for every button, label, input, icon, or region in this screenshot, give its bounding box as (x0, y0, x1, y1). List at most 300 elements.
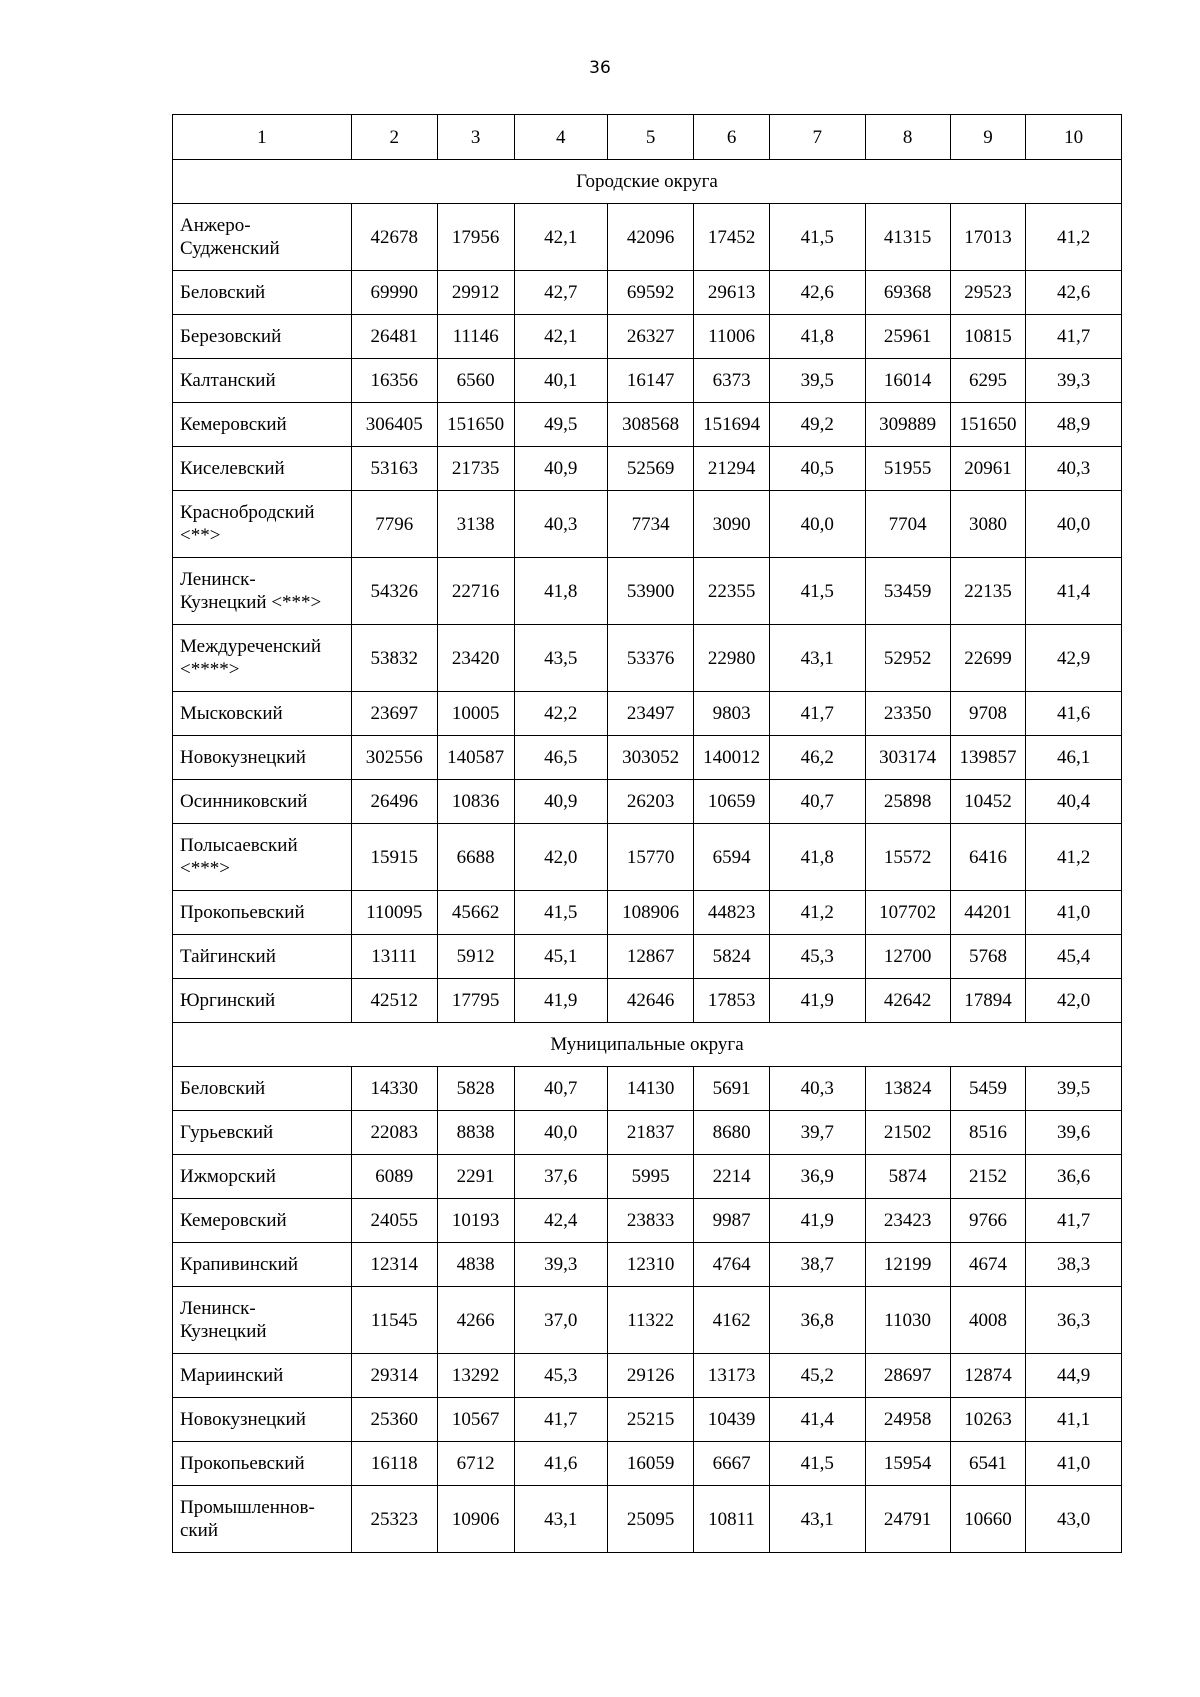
table-cell: 303052 (608, 736, 694, 780)
table-cell: 2152 (950, 1155, 1026, 1199)
table-cell: 6295 (950, 359, 1026, 403)
table-cell: 51955 (865, 447, 950, 491)
row-name-line: <**> (180, 525, 221, 546)
table-cell: 302556 (351, 736, 437, 780)
table-cell: 15770 (608, 824, 694, 891)
row-name (173, 1442, 352, 1486)
header-row (173, 115, 1122, 160)
table-cell: 110095 (351, 891, 437, 935)
table-cell: 12314 (351, 1243, 437, 1287)
table-cell: 5828 (437, 1067, 514, 1111)
table-cell: 40,9 (514, 447, 608, 491)
table-cell: 12700 (865, 935, 950, 979)
table-cell: 49,2 (769, 403, 865, 447)
table-cell: 42,6 (769, 271, 865, 315)
table-row (173, 1354, 1122, 1398)
table-cell: 11146 (437, 315, 514, 359)
table-cell: 39,3 (1026, 359, 1122, 403)
table-cell: 25215 (608, 1398, 694, 1442)
table-row (173, 1486, 1122, 1553)
table-cell: 8680 (694, 1111, 770, 1155)
table-cell: 41,8 (769, 824, 865, 891)
table-cell: 10811 (694, 1486, 770, 1553)
table-row (173, 625, 1122, 692)
column-header: 9 (950, 115, 1026, 160)
table-cell: 69990 (351, 271, 437, 315)
data-table (172, 114, 1122, 1553)
section-title: Муниципальные округа (173, 1023, 1122, 1067)
table-cell: 25323 (351, 1486, 437, 1553)
table-cell: 14330 (351, 1067, 437, 1111)
table-cell: 41,1 (1026, 1398, 1122, 1442)
table-cell: 43,5 (514, 625, 608, 692)
table-cell: 44201 (950, 891, 1026, 935)
table-row (173, 1155, 1122, 1199)
table-cell: 6712 (437, 1442, 514, 1486)
table-cell: 41,9 (514, 979, 608, 1023)
row-name (173, 1111, 352, 1155)
table-cell: 11030 (865, 1287, 950, 1354)
table-cell: 43,1 (769, 625, 865, 692)
table-cell: 5824 (694, 935, 770, 979)
table-cell: 29912 (437, 271, 514, 315)
column-header: 4 (514, 115, 608, 160)
table-cell: 7796 (351, 491, 437, 558)
row-name-line: Междуреченский (180, 636, 321, 657)
table-cell: 41,2 (1026, 204, 1122, 271)
table-row (173, 1111, 1122, 1155)
row-name-line: Кузнецкий (180, 1321, 267, 1342)
table-cell: 13824 (865, 1067, 950, 1111)
table-cell: 10439 (694, 1398, 770, 1442)
table-cell: 42642 (865, 979, 950, 1023)
column-header: 5 (608, 115, 694, 160)
row-name-line: Краснобродский (180, 502, 315, 523)
table-cell: 4674 (950, 1243, 1026, 1287)
table-cell: 25961 (865, 315, 950, 359)
table-cell: 46,1 (1026, 736, 1122, 780)
table-cell: 44,9 (1026, 1354, 1122, 1398)
row-name-line: Гурьевский (180, 1122, 274, 1143)
table-cell: 306405 (351, 403, 437, 447)
table-cell: 23350 (865, 692, 950, 736)
row-name (173, 625, 352, 692)
table-cell: 45,4 (1026, 935, 1122, 979)
table-cell: 151650 (950, 403, 1026, 447)
table-cell: 3138 (437, 491, 514, 558)
table-cell: 4764 (694, 1243, 770, 1287)
table-cell: 4266 (437, 1287, 514, 1354)
table-row (173, 491, 1122, 558)
table-cell: 151694 (694, 403, 770, 447)
table-cell: 303174 (865, 736, 950, 780)
table-cell: 29314 (351, 1354, 437, 1398)
table-cell: 39,7 (769, 1111, 865, 1155)
section-header-row (173, 160, 1122, 204)
table-cell: 10836 (437, 780, 514, 824)
table-cell: 16356 (351, 359, 437, 403)
table-cell: 10815 (950, 315, 1026, 359)
table-row (173, 1398, 1122, 1442)
table-cell: 46,2 (769, 736, 865, 780)
column-header: 7 (769, 115, 865, 160)
table-cell: 17795 (437, 979, 514, 1023)
table-row (173, 1287, 1122, 1354)
table-cell: 108906 (608, 891, 694, 935)
table-cell: 40,5 (769, 447, 865, 491)
table-cell: 41315 (865, 204, 950, 271)
table-cell: 53376 (608, 625, 694, 692)
row-name (173, 491, 352, 558)
table-cell: 42,1 (514, 204, 608, 271)
table-cell: 20961 (950, 447, 1026, 491)
table-cell: 29126 (608, 1354, 694, 1398)
table-cell: 69592 (608, 271, 694, 315)
table-cell: 6667 (694, 1442, 770, 1486)
table-cell: 17894 (950, 979, 1026, 1023)
table-cell: 10263 (950, 1398, 1026, 1442)
table-cell: 41,4 (769, 1398, 865, 1442)
table-cell: 24791 (865, 1486, 950, 1553)
table-cell: 36,6 (1026, 1155, 1122, 1199)
table-cell: 39,5 (1026, 1067, 1122, 1111)
table-cell: 5995 (608, 1155, 694, 1199)
table-row (173, 1442, 1122, 1486)
table-cell: 52569 (608, 447, 694, 491)
table-cell: 41,2 (769, 891, 865, 935)
table-cell: 11322 (608, 1287, 694, 1354)
table-cell: 36,8 (769, 1287, 865, 1354)
table-cell: 10005 (437, 692, 514, 736)
row-name-line: Прокопьевский (180, 1453, 305, 1474)
row-name (173, 204, 352, 271)
table-cell: 17853 (694, 979, 770, 1023)
table-cell: 12867 (608, 935, 694, 979)
table-cell: 53163 (351, 447, 437, 491)
table-cell: 22083 (351, 1111, 437, 1155)
row-name-line: Кемеровский (180, 414, 287, 435)
table-cell: 24055 (351, 1199, 437, 1243)
table-cell: 43,1 (514, 1486, 608, 1553)
table-cell: 41,8 (769, 315, 865, 359)
row-name (173, 1199, 352, 1243)
table-cell: 21294 (694, 447, 770, 491)
table-cell: 40,0 (514, 1111, 608, 1155)
table-row (173, 315, 1122, 359)
table-cell: 6560 (437, 359, 514, 403)
table-cell: 42,0 (1026, 979, 1122, 1023)
table-cell: 29523 (950, 271, 1026, 315)
table-cell: 6373 (694, 359, 770, 403)
row-name (173, 891, 352, 935)
row-name-line: Новокузнецкий (180, 1409, 306, 1430)
row-name-line: Ленинск- (180, 569, 256, 590)
table-cell: 40,9 (514, 780, 608, 824)
column-header: 6 (694, 115, 770, 160)
row-name-line: Тайгинский (180, 946, 276, 967)
table-row (173, 736, 1122, 780)
table-row (173, 979, 1122, 1023)
column-header: 8 (865, 115, 950, 160)
table-cell: 11545 (351, 1287, 437, 1354)
row-name-line: Полысаевский (180, 835, 298, 856)
table-row (173, 359, 1122, 403)
table-row (173, 271, 1122, 315)
table-cell: 41,7 (769, 692, 865, 736)
table-cell: 43,1 (769, 1486, 865, 1553)
table-cell: 5874 (865, 1155, 950, 1199)
table-cell: 45,3 (769, 935, 865, 979)
table-cell: 308568 (608, 403, 694, 447)
table-cell: 15954 (865, 1442, 950, 1486)
table-cell: 42,2 (514, 692, 608, 736)
table-cell: 13111 (351, 935, 437, 979)
table-cell: 41,0 (1026, 1442, 1122, 1486)
table-cell: 13292 (437, 1354, 514, 1398)
table-cell: 41,6 (514, 1442, 608, 1486)
column-header: 3 (437, 115, 514, 160)
row-name-line: Мариинский (180, 1365, 284, 1386)
table-cell: 41,0 (1026, 891, 1122, 935)
table-cell: 42678 (351, 204, 437, 271)
table-cell: 41,7 (1026, 1199, 1122, 1243)
table-cell: 49,5 (514, 403, 608, 447)
row-name-line: Промышленнов- (180, 1497, 315, 1518)
table-cell: 41,9 (769, 1199, 865, 1243)
table-cell: 5912 (437, 935, 514, 979)
section-header-row (173, 1023, 1122, 1067)
table-cell: 39,5 (769, 359, 865, 403)
table-cell: 25898 (865, 780, 950, 824)
table-cell: 22355 (694, 558, 770, 625)
row-name (173, 824, 352, 891)
table-row (173, 1243, 1122, 1287)
table-cell: 41,4 (1026, 558, 1122, 625)
table-cell: 23420 (437, 625, 514, 692)
table-cell: 40,3 (514, 491, 608, 558)
row-name-line: Березовский (180, 326, 282, 347)
table-cell: 42096 (608, 204, 694, 271)
row-name-line: Ленинск- (180, 1298, 256, 1319)
table-cell: 8516 (950, 1111, 1026, 1155)
table-cell: 40,3 (769, 1067, 865, 1111)
section-title: Городские округа (173, 160, 1122, 204)
table-cell: 12874 (950, 1354, 1026, 1398)
table-cell: 45662 (437, 891, 514, 935)
row-name (173, 403, 352, 447)
table-cell: 22135 (950, 558, 1026, 625)
table-row (173, 891, 1122, 935)
table-cell: 12310 (608, 1243, 694, 1287)
table-row (173, 824, 1122, 891)
table-cell: 5691 (694, 1067, 770, 1111)
table-cell: 8838 (437, 1111, 514, 1155)
table-cell: 16147 (608, 359, 694, 403)
row-name-line: Кемеровский (180, 1210, 287, 1231)
table-cell: 9803 (694, 692, 770, 736)
table-cell: 10452 (950, 780, 1026, 824)
row-name-line: Анжеро- (180, 215, 251, 236)
table-cell: 9987 (694, 1199, 770, 1243)
table-cell: 15915 (351, 824, 437, 891)
table-row (173, 558, 1122, 625)
table-cell: 42,1 (514, 315, 608, 359)
table-cell: 39,6 (1026, 1111, 1122, 1155)
table-cell: 151650 (437, 403, 514, 447)
table-cell: 38,3 (1026, 1243, 1122, 1287)
table-cell: 42512 (351, 979, 437, 1023)
table-cell: 41,5 (769, 204, 865, 271)
table-cell: 23423 (865, 1199, 950, 1243)
table-cell: 9766 (950, 1199, 1026, 1243)
table-cell: 28697 (865, 1354, 950, 1398)
table-cell: 16118 (351, 1442, 437, 1486)
table-cell: 6416 (950, 824, 1026, 891)
table-row (173, 403, 1122, 447)
table-cell: 6541 (950, 1442, 1026, 1486)
row-name-line: Калтанский (180, 370, 276, 391)
row-name-line: Мысковский (180, 703, 283, 724)
row-name-line: Киселевский (180, 458, 285, 479)
table-cell: 40,4 (1026, 780, 1122, 824)
row-name (173, 736, 352, 780)
column-header: 1 (173, 115, 352, 160)
table-cell: 26481 (351, 315, 437, 359)
table-cell: 40,7 (769, 780, 865, 824)
table-row (173, 1067, 1122, 1111)
table-cell: 40,7 (514, 1067, 608, 1111)
table-row (173, 1199, 1122, 1243)
row-name-line: <****> (180, 659, 240, 680)
table-row (173, 204, 1122, 271)
table-cell: 11006 (694, 315, 770, 359)
table-cell: 10660 (950, 1486, 1026, 1553)
table-cell: 53900 (608, 558, 694, 625)
table-cell: 42,7 (514, 271, 608, 315)
table-cell: 10906 (437, 1486, 514, 1553)
table-cell: 41,7 (1026, 315, 1122, 359)
table-cell: 53832 (351, 625, 437, 692)
row-name (173, 979, 352, 1023)
table-body (173, 115, 1122, 1553)
table-cell: 41,5 (769, 558, 865, 625)
table-cell: 42,4 (514, 1199, 608, 1243)
table-cell: 41,9 (769, 979, 865, 1023)
table-cell: 46,5 (514, 736, 608, 780)
table-cell: 17452 (694, 204, 770, 271)
table-cell: 9708 (950, 692, 1026, 736)
table-cell: 139857 (950, 736, 1026, 780)
row-name-line: Кузнецкий <***> (180, 592, 322, 613)
table-cell: 16014 (865, 359, 950, 403)
row-name (173, 1354, 352, 1398)
table-cell: 42,9 (1026, 625, 1122, 692)
table-cell: 36,9 (769, 1155, 865, 1199)
table-cell: 69368 (865, 271, 950, 315)
table-cell: 41,8 (514, 558, 608, 625)
table-cell: 6594 (694, 824, 770, 891)
table-cell: 40,0 (1026, 491, 1122, 558)
row-name (173, 692, 352, 736)
row-name (173, 1155, 352, 1199)
row-name (173, 1067, 352, 1111)
table-cell: 53459 (865, 558, 950, 625)
table-cell: 37,6 (514, 1155, 608, 1199)
table-cell: 6688 (437, 824, 514, 891)
row-name (173, 558, 352, 625)
table-cell: 22980 (694, 625, 770, 692)
table-cell: 24958 (865, 1398, 950, 1442)
table-cell: 52952 (865, 625, 950, 692)
table-cell: 13173 (694, 1354, 770, 1398)
table-row (173, 692, 1122, 736)
table-cell: 16059 (608, 1442, 694, 1486)
table-cell: 41,2 (1026, 824, 1122, 891)
table-cell: 38,7 (769, 1243, 865, 1287)
table-cell: 22699 (950, 625, 1026, 692)
table-cell: 40,0 (769, 491, 865, 558)
table-cell: 2214 (694, 1155, 770, 1199)
row-name-line: Юргинский (180, 990, 276, 1011)
table-cell: 21502 (865, 1111, 950, 1155)
row-name (173, 271, 352, 315)
row-name (173, 1398, 352, 1442)
table-cell: 12199 (865, 1243, 950, 1287)
table-cell: 309889 (865, 403, 950, 447)
table-cell: 25095 (608, 1486, 694, 1553)
row-name-line: Ижморский (180, 1166, 276, 1187)
table-cell: 25360 (351, 1398, 437, 1442)
table-cell: 10659 (694, 780, 770, 824)
table-cell: 40,1 (514, 359, 608, 403)
table-cell: 54326 (351, 558, 437, 625)
table-cell: 26327 (608, 315, 694, 359)
table-cell: 22716 (437, 558, 514, 625)
row-name-line: Осинниковский (180, 791, 308, 812)
table-cell: 42,0 (514, 824, 608, 891)
table-cell: 10193 (437, 1199, 514, 1243)
row-name (173, 1243, 352, 1287)
table-cell: 4162 (694, 1287, 770, 1354)
table-cell: 21735 (437, 447, 514, 491)
table-cell: 7734 (608, 491, 694, 558)
table-cell: 45,2 (769, 1354, 865, 1398)
table-cell: 7704 (865, 491, 950, 558)
table-cell: 23833 (608, 1199, 694, 1243)
table-cell: 40,3 (1026, 447, 1122, 491)
table-cell: 3080 (950, 491, 1026, 558)
row-name (173, 1486, 352, 1553)
table-cell: 29613 (694, 271, 770, 315)
row-name-line: <***> (180, 858, 230, 879)
table-cell: 140587 (437, 736, 514, 780)
column-header: 2 (351, 115, 437, 160)
table-cell: 6089 (351, 1155, 437, 1199)
table-cell: 21837 (608, 1111, 694, 1155)
row-name-line: Беловский (180, 1078, 266, 1099)
table-cell: 15572 (865, 824, 950, 891)
table-cell: 48,9 (1026, 403, 1122, 447)
table-cell: 43,0 (1026, 1486, 1122, 1553)
table-cell: 26496 (351, 780, 437, 824)
table-cell: 41,7 (514, 1398, 608, 1442)
page-number: 36 (589, 58, 611, 78)
table-cell: 37,0 (514, 1287, 608, 1354)
row-name-line: Новокузнецкий (180, 747, 306, 768)
row-name (173, 780, 352, 824)
table-cell: 5459 (950, 1067, 1026, 1111)
row-name (173, 315, 352, 359)
